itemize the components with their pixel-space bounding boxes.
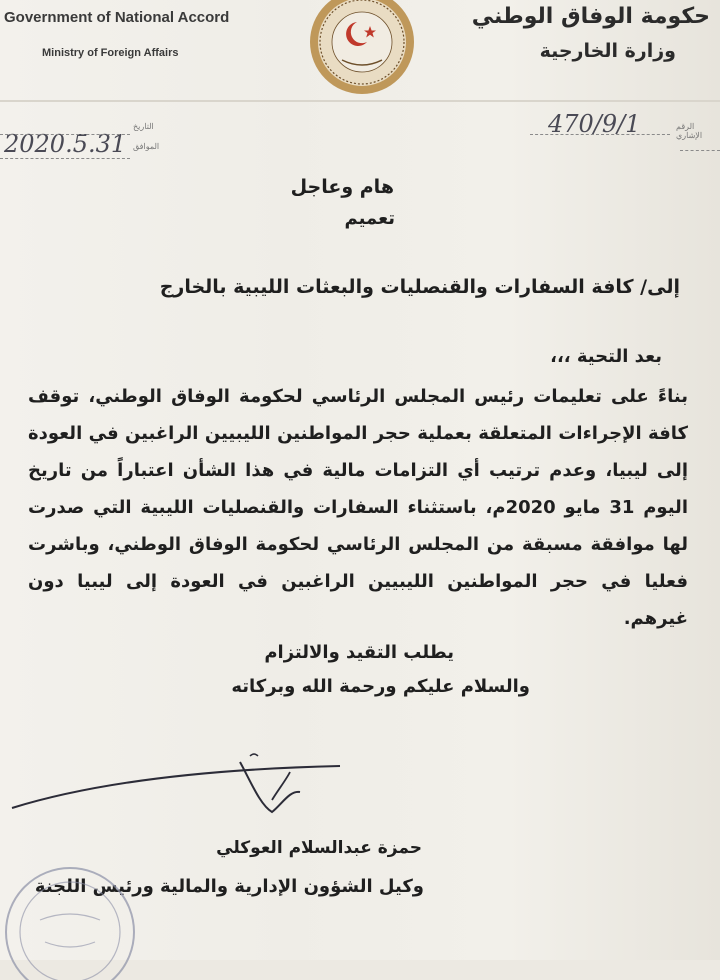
date-hijri-label: التاريخ	[133, 122, 154, 131]
closing-salutation: والسلام عليكم ورحمة الله وبركاته	[231, 676, 530, 697]
official-stamp-icon	[0, 850, 150, 980]
date-gregorian-label: الموافق	[133, 142, 160, 151]
addressee-line: إلى/ كافة السفارات والقنصليات والبعثات الليبية بالخارج	[159, 276, 680, 298]
circular-heading: تعميم	[344, 208, 395, 229]
reference-line	[0, 108, 720, 168]
handwritten-signature	[10, 750, 370, 830]
signatory-title: وكيل الشؤون الإدارية والمالية ورئيس اللجنة	[34, 876, 424, 897]
body-paragraph: بناءً على تعليمات رئيس المجلس الرئاسي لحكومة الوفاق الوطني، توقف كافة الإجراءات المتعلقة بعملية حجر المواطنين الليبيين الراغبين في العودة إلى ليبيا، وعدم ترتيب أي التزامات مالية في هذا الشأن اعتباراً من تاريخ اليوم 31 مايو 2020م، باستثناء السفارات والقنصليات الليبية التي صدرت لها موافقة مسبقة من المجلس الرئاسي لحكومة الوفاق الوطني، وباشرت فعليا في حجر المواطنين الليبيين الراغبين في العودة إلى ليبيا دون غيرهم.	[28, 386, 688, 629]
date-gregorian-dash	[0, 158, 130, 159]
date-hijri-dash	[0, 134, 130, 135]
date-handwritten: 2020.5.31	[4, 130, 127, 158]
reference-label: الرقم الإشاري	[676, 122, 703, 140]
compliance-request: يطلب التقيد والالتزام	[264, 642, 454, 663]
arabic-subtitle: وزارة الخارجية	[539, 40, 676, 62]
state-emblem-icon	[297, 0, 427, 96]
urgent-heading: هام وعاجل	[290, 176, 394, 198]
english-title: Government of National Accord	[4, 9, 230, 26]
fold-line	[0, 100, 720, 102]
arabic-title: حكومة الوفاق الوطني	[471, 4, 710, 29]
signatory-name: حمزة عبدالسلام العوكلي	[216, 838, 422, 858]
english-subtitle: Ministry of Foreign Affairs	[42, 47, 179, 59]
reference-number-handwritten: 470/9/1	[548, 110, 641, 138]
reference-dash	[530, 134, 670, 135]
reference-dash-right	[680, 150, 720, 151]
greeting-line: بعد التحية ،،،	[550, 346, 662, 367]
